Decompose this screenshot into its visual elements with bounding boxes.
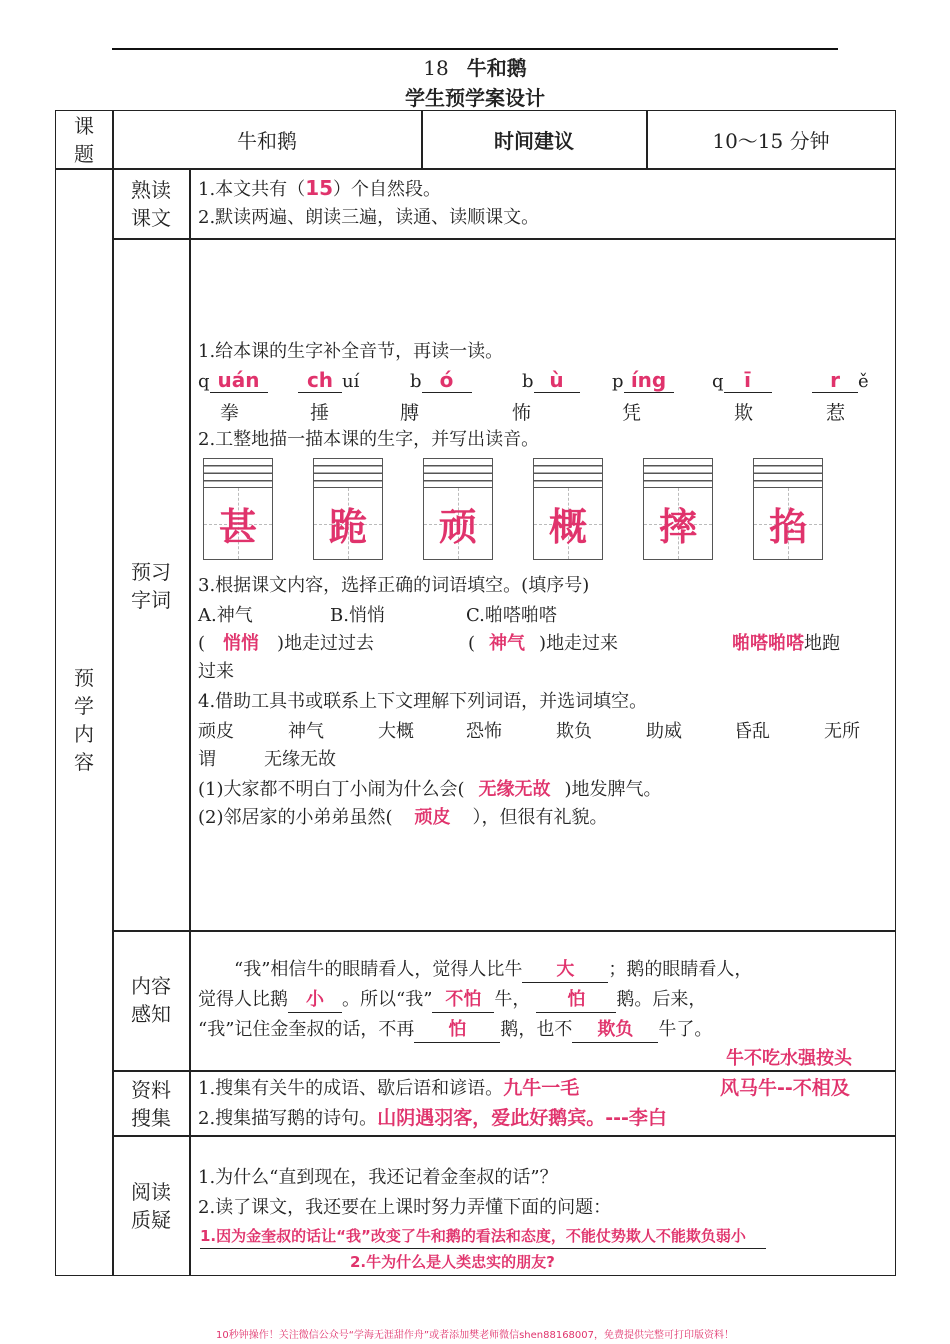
q4-word: 无缘无故 — [264, 749, 336, 770]
pinyin-item: b ó — [410, 368, 472, 393]
time-value: 10～15 分钟 — [712, 129, 830, 153]
page-subtitle: 学生预学案设计 — [405, 86, 545, 110]
q4-word: 助威 — [646, 721, 682, 742]
words-q4: 4.借助工具书或联系上下文理解下列词语，并选词填空。 — [198, 691, 648, 712]
q4-word: 顽皮 — [198, 721, 234, 742]
lesson-number: 18 — [423, 56, 449, 80]
material-label: 资料搜集 — [131, 1078, 171, 1130]
question-answer-2: 2.牛为什么是人类忠实的朋友? — [350, 1253, 555, 1271]
pinyin-char: 凭 — [622, 402, 642, 424]
material-line-1: 1.搜集有关牛的成语、歇后语和谚语。九牛一毛 — [198, 1077, 580, 1099]
question-answer-1: 1.因为金奎叔的话让“我”改变了牛和鹅的看法和态度，不能仗势欺人不能欺负弱小 — [200, 1224, 766, 1249]
trace-box: 跪 — [313, 458, 383, 560]
pinyin-item: q uán — [198, 368, 268, 393]
q4-word: 神气 — [288, 721, 324, 742]
q3-tail: 过来 — [198, 661, 234, 682]
read-label: 熟读课文 — [131, 178, 171, 230]
pinyin-char: 拳 — [220, 402, 240, 424]
pinyin-char: 捶 — [310, 402, 330, 424]
q3-option: A.神气 — [198, 605, 253, 626]
question-line-1: 1.为什么“直到现在，我还记着金奎叔的话”？ — [198, 1167, 558, 1188]
trace-box: 顽 — [423, 458, 493, 560]
words-q3: 3.根据课文内容，选择正确的词语填空。(填序号) — [198, 575, 590, 596]
words-q2: 2.工整地描一描本课的生字，并写出读音。 — [198, 429, 540, 450]
words-label: 预习字词 — [131, 560, 171, 612]
material-line-2: 2.搜集描写鹅的诗句。山阴遇羽客，爱此好鹅宾。---李白 — [198, 1107, 667, 1129]
pinyin-item: b ù — [522, 368, 580, 393]
topic-value: 牛和鹅 — [237, 129, 297, 153]
q3-blank-2: ( 神气 )地走过来 — [468, 633, 619, 654]
pinyin-item: p íng — [612, 368, 674, 393]
question-line-2: 2.读了课文，我还要在上课时努力弄懂下面的问题： — [198, 1197, 612, 1218]
content-line-3: “我”记住金奎叔的话，不再 怕 鹅，也不 欺负 牛了。 — [198, 1018, 712, 1043]
q4-word: 大概 — [378, 721, 414, 742]
q3-blank-3: 啪嗒啪嗒地跑 — [732, 633, 840, 654]
main-section-label: 预学内容 — [74, 666, 94, 774]
content-label: 内容感知 — [131, 974, 171, 1026]
content-note: 牛不吃水强按头 — [726, 1048, 852, 1069]
lesson-title — [0, 52, 950, 81]
q4-word: 欺负 — [556, 721, 592, 742]
paragraph-count-answer: 15 — [305, 176, 334, 200]
time-label: 时间建议 — [494, 129, 574, 153]
q4-word: 昏乱 — [734, 721, 770, 742]
q4-word: 谓 — [198, 749, 216, 770]
q3-option: B.悄悄 — [330, 605, 385, 626]
trace-box: 概 — [533, 458, 603, 560]
q4-sentence-2: (2)邻居家的小弟弟虽然( 顽皮 ），但很有礼貌。 — [198, 807, 608, 828]
content-line-2: 觉得人比鹅 小 。所以“我” 不怕 牛， 怕 鹅。后来， — [198, 988, 706, 1013]
pinyin-char: 惹 — [826, 402, 846, 424]
words-q1: 1.给本课的生字补全音节，再读一读。 — [198, 341, 504, 362]
read-line-2: 2.默读两遍、朗读三遍，读通、读顺课文。 — [198, 207, 540, 228]
q3-blank-1: ( 悄悄 )地走过过去 — [198, 633, 375, 654]
q4-word: 恐怖 — [466, 721, 502, 742]
pinyin-item: q ī — [712, 368, 772, 393]
top-rule — [112, 48, 838, 50]
footer-note: 10秒钟操作！关注微信公众号“学海无涯甜作舟”或者添加樊老师微信shen88168007，免费提供完整可打印版资料！ — [215, 1330, 735, 1341]
pinyin-char: 膊 — [400, 402, 420, 424]
trace-box: 摔 — [643, 458, 713, 560]
q3-option: C.啪嗒啪嗒 — [466, 605, 557, 626]
pinyin-char: 欺 — [734, 402, 754, 424]
read-line-1: 1.本文共有（15）个自然段。 — [198, 176, 442, 200]
content-line-1: “我”相信牛的眼睛看人，觉得人比牛 大 ；鹅的眼睛看人， — [234, 958, 752, 983]
topic-label: 课题 — [74, 114, 94, 166]
trace-box: 掐 — [753, 458, 823, 560]
q4-word: 无所 — [824, 721, 860, 742]
question-label: 阅读质疑 — [131, 1180, 171, 1232]
pinyin-char: 怖 — [512, 402, 532, 424]
material-answer-2: 风马牛--不相及 — [720, 1077, 850, 1099]
q4-sentence-1: (1)大家都不明白丁小闹为什么会( 无缘无故 )地发脾气。 — [198, 779, 662, 800]
trace-box: 甚 — [203, 458, 273, 560]
pinyin-item: r ě — [812, 368, 869, 393]
pinyin-item: ch uí — [298, 368, 359, 393]
lesson-name: 牛和鹅 — [466, 56, 527, 80]
